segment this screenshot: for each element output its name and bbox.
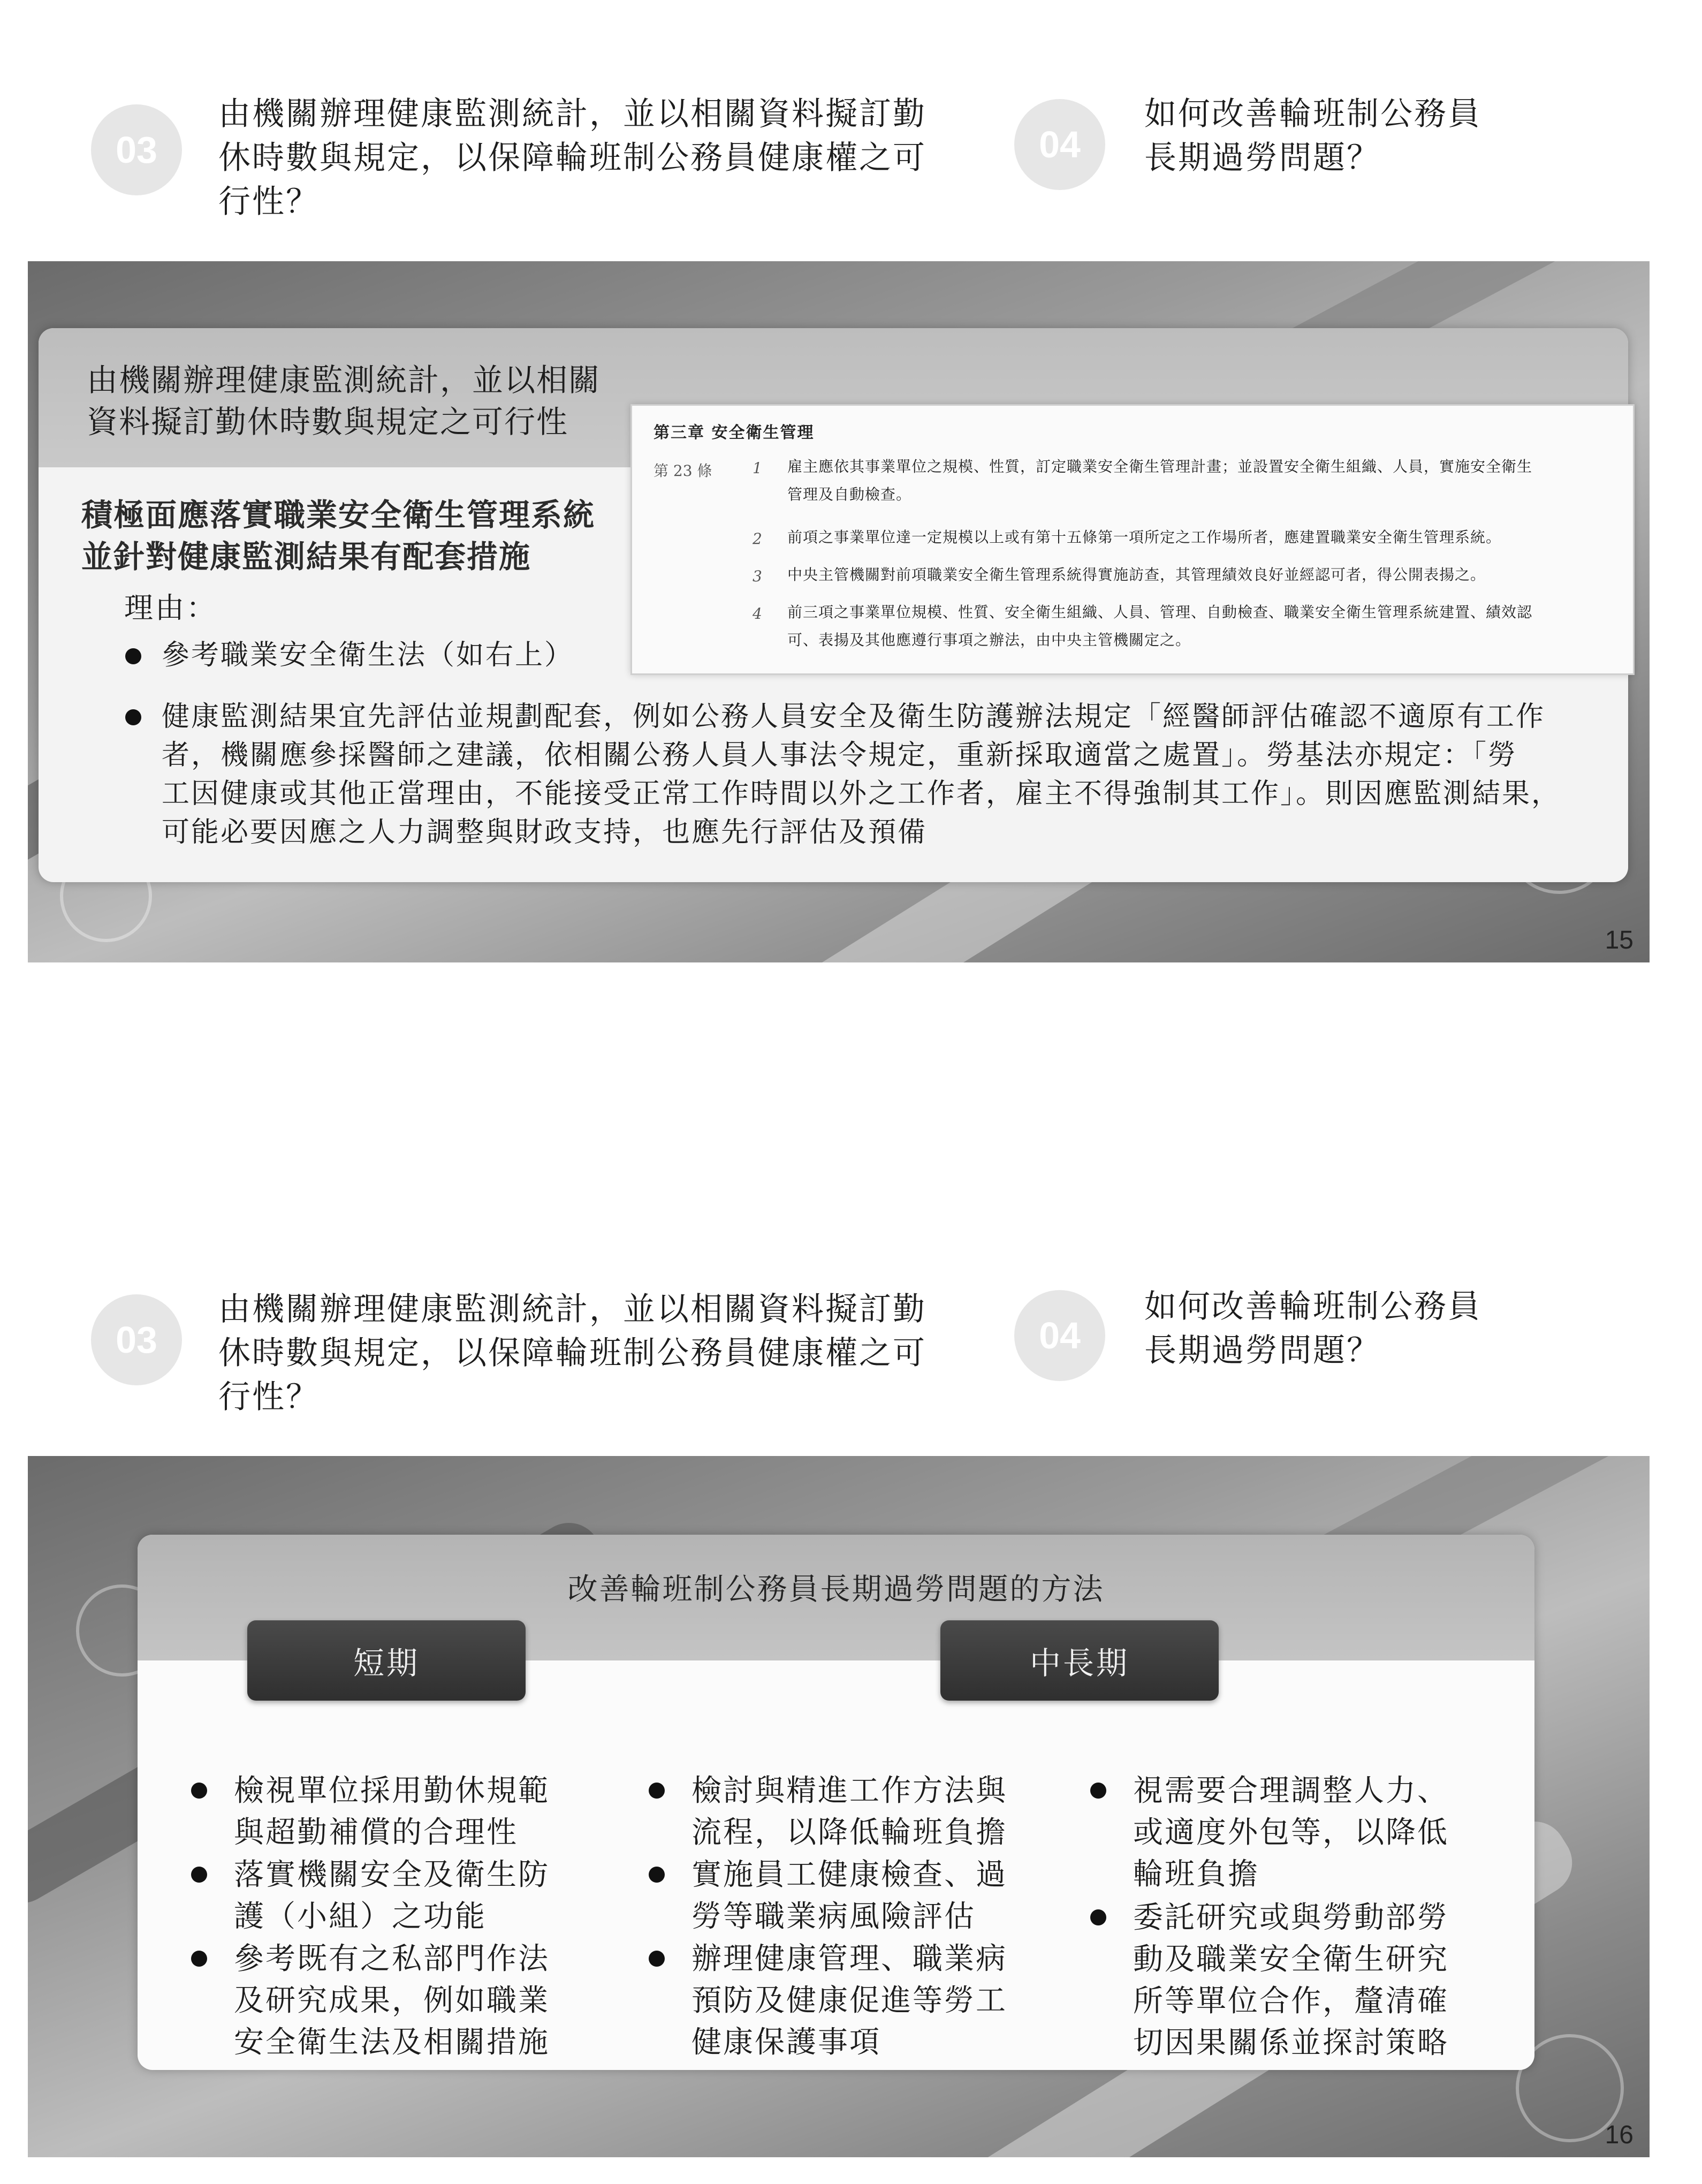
bullet-item-2 bbox=[162, 697, 1561, 852]
bullet-dot bbox=[1090, 1909, 1106, 1925]
law-item-text bbox=[787, 561, 1486, 589]
question-04-line: 長期過勞問題？ bbox=[1144, 1332, 1380, 1369]
law-item-number: 3 bbox=[753, 567, 762, 585]
subheading-line: 積極面應落實職業安全衛生管理系統 bbox=[81, 497, 596, 533]
bullet-dot bbox=[649, 1783, 665, 1799]
bullet-dot bbox=[191, 1867, 207, 1883]
law-excerpt bbox=[630, 404, 1635, 675]
list-item-line: 所等單位合作，釐清確 bbox=[1133, 1984, 1449, 2019]
list-item-line: 勞等職業病風險評估 bbox=[692, 1899, 976, 1934]
law-item-text bbox=[787, 598, 1532, 654]
list-item-line: 實施員工健康檢查、過 bbox=[692, 1857, 1007, 1892]
list-item bbox=[692, 1854, 1007, 1938]
slide-16-card bbox=[138, 1535, 1534, 2070]
question-04-line: 如何改善輪班制公務員 bbox=[1144, 1288, 1481, 1325]
list-item-line: 切因果關係並探討策略 bbox=[1133, 2026, 1449, 2060]
law-item-line: 前項之事業單位達一定規模以上或有第十五條第一項所定之工作場所者，應建置職業安全衛生管理系統。 bbox=[787, 528, 1502, 546]
question-03 bbox=[218, 92, 926, 224]
law-chapter: 第三章 安全衛生管理 bbox=[654, 423, 815, 442]
law-item-text bbox=[787, 524, 1501, 551]
law-article: 第 23 條 bbox=[654, 462, 712, 480]
question-03-line: 行性？ bbox=[218, 183, 320, 221]
list-item bbox=[234, 1854, 550, 1938]
bullet-dot bbox=[125, 648, 141, 664]
reason-label: 理由： bbox=[124, 591, 217, 625]
law-item-line: 中央主管機關對前項職業安全衛生管理系統得實施訪查，其管理績效良好並經認可者，得公開表揚之。 bbox=[787, 566, 1486, 583]
question-03-line: 行性？ bbox=[218, 1378, 320, 1416]
question-04 bbox=[1144, 92, 1481, 180]
page-number: 15 bbox=[1605, 926, 1633, 954]
law-item-number: 1 bbox=[753, 459, 762, 477]
subheading-line: 並針對健康監測結果有配套措施 bbox=[81, 539, 531, 575]
question-04-line: 如何改善輪班制公務員 bbox=[1144, 95, 1481, 133]
law-item-line: 雇主應依其事業單位之規模、性質，訂定職業安全衛生管理計畫；並設置安全衛生組織、人員，實施安全衛生 bbox=[787, 458, 1533, 475]
list-item-line: 委託研究或與勞動部勞 bbox=[1133, 1900, 1449, 1935]
tab-short-term: 短期 bbox=[247, 1620, 526, 1701]
bullet-dot bbox=[1090, 1783, 1106, 1799]
list-item-line: 動及職業安全衛生研究 bbox=[1133, 1942, 1449, 1977]
question-03 bbox=[218, 1287, 926, 1419]
circle-04: 04 bbox=[1014, 1290, 1105, 1381]
bullet-item-2-line: 者，機關應參採醫師之建議，依相關公務人員人事法令規定，重新採取適當之處置」。勞基法亦規定：「勞 bbox=[162, 739, 1518, 771]
bullet-item-2-line: 可能必要因應之人力調整與財政支持，也應先行評估及預備 bbox=[162, 816, 928, 848]
slide-15-title-line: 資料擬訂勤休時數與規定之可行性 bbox=[87, 404, 569, 440]
question-03-line: 由機關辦理健康監測統計，並以相關資料擬訂勤 bbox=[218, 95, 926, 133]
question-03-line: 休時數與規定，以保障輪班制公務員健康權之可 bbox=[218, 1334, 926, 1372]
slide-15-title-line: 由機關辦理健康監測統計，並以相關 bbox=[87, 362, 601, 398]
bullet-item-1: 參考職業安全衛生法（如右上） bbox=[162, 639, 574, 671]
list-item-line: 護（小組）之功能 bbox=[234, 1899, 487, 1934]
list-item-line: 與超勤補償的合理性 bbox=[234, 1815, 518, 1850]
slide-16 bbox=[28, 1456, 1650, 2157]
question-04-line: 長期過勞問題？ bbox=[1144, 139, 1380, 177]
page-number: 16 bbox=[1605, 2121, 1633, 2149]
list-item bbox=[234, 1938, 550, 2064]
law-item-line: 前三項之事業單位規模、性質、安全衛生組織、人員、管理、自動檢查、職業安全衛生管理系統建置、績效認 bbox=[787, 603, 1533, 621]
list-item-line: 安全衛生法及相關措施 bbox=[234, 2025, 550, 2060]
list-item-line: 輪班負擔 bbox=[1133, 1857, 1259, 1892]
list-item-line: 檢討與精進工作方法與 bbox=[692, 1773, 1007, 1808]
list-item bbox=[1133, 1897, 1449, 2064]
bullet-dot bbox=[191, 1783, 207, 1799]
list-item-line: 及研究成果，例如職業 bbox=[234, 1983, 550, 2018]
slide-15-subheading bbox=[81, 494, 595, 578]
list-item-line: 或適度外包等，以降低 bbox=[1133, 1815, 1449, 1850]
question-04 bbox=[1144, 1285, 1481, 1372]
list-item-line: 辦理健康管理、職業病 bbox=[692, 1942, 1007, 1976]
list-item-line: 視需要合理調整人力、 bbox=[1133, 1773, 1449, 1808]
law-item-text bbox=[787, 453, 1532, 509]
bullet-dot bbox=[125, 709, 141, 725]
list-item bbox=[692, 1770, 1007, 1854]
bullet-dot bbox=[649, 1867, 665, 1883]
law-item-line: 可、表揚及其他應遵行事項之辦法，由中央主管機關定之。 bbox=[787, 631, 1191, 649]
list-item-line: 檢視單位採用勤休規範 bbox=[234, 1773, 550, 1808]
law-item-number: 4 bbox=[753, 605, 762, 623]
list-item-line: 流程，以降低輪班負擔 bbox=[692, 1815, 1007, 1850]
bullet-item-2-line: 工因健康或其他正當理由，不能接受正常工作時間以外之工作者，雇主不得強制其工作」。則因應監測結果， bbox=[162, 778, 1561, 810]
list-item bbox=[1133, 1770, 1449, 1895]
circle-04: 04 bbox=[1014, 99, 1105, 190]
law-item-number: 2 bbox=[753, 530, 762, 548]
circle-03: 03 bbox=[91, 1294, 182, 1385]
tab-long-term: 中長期 bbox=[940, 1620, 1219, 1701]
list-item bbox=[234, 1770, 550, 1854]
law-item-line: 管理及自動檢查。 bbox=[787, 486, 912, 503]
bullet-dot bbox=[191, 1951, 207, 1967]
list-item-line: 預防及健康促進等勞工 bbox=[692, 1983, 1007, 2018]
list-item-line: 落實機關安全及衛生防 bbox=[234, 1857, 550, 1892]
list-item bbox=[692, 1938, 1007, 2064]
list-item-line: 健康保護事項 bbox=[692, 2025, 881, 2060]
question-03-line: 休時數與規定，以保障輪班制公務員健康權之可 bbox=[218, 139, 926, 177]
slide-16-title: 改善輪班制公務員長期過勞問題的方法 bbox=[567, 1572, 1105, 1607]
slide-15-title bbox=[87, 359, 601, 443]
question-03-line: 由機關辦理健康監測統計，並以相關資料擬訂勤 bbox=[218, 1291, 926, 1328]
bullet-item-2-line: 健康監測結果宜先評估並規劃配套，例如公務人員安全及衛生防護辦法規定「經醫師評估確認不適原有工作 bbox=[162, 701, 1546, 733]
list-item-line: 參考既有之私部門作法 bbox=[234, 1942, 550, 1976]
bullet-dot bbox=[649, 1951, 665, 1967]
circle-03: 03 bbox=[91, 104, 182, 195]
